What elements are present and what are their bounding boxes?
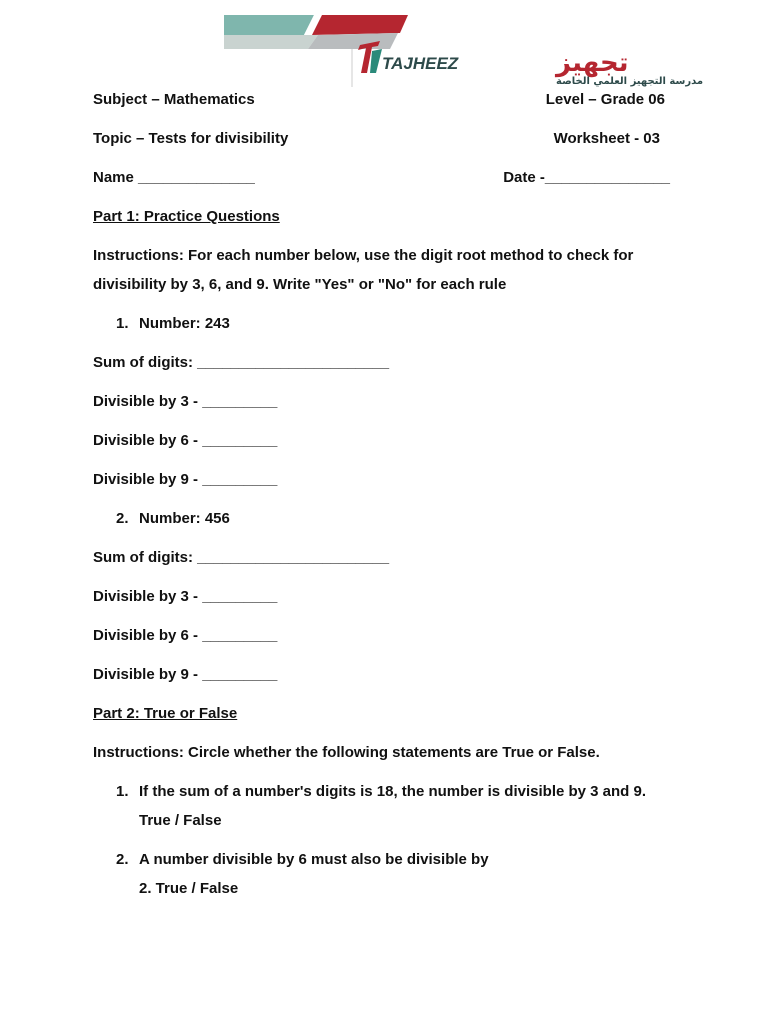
name-field[interactable]: Name ______________ [93,169,255,186]
logo-light-band [308,33,398,49]
q1-sum-field[interactable]: Sum of digits: _______________________ [93,354,390,371]
date-field[interactable]: Date -_______________ [503,169,670,186]
part2-title: Part 2: True or False [93,705,238,722]
statement1-text: If the sum of a number's digits is 18, the number is divisible by 3 and 9. [139,783,647,800]
logo-red-band [312,15,408,35]
q2-div3-field[interactable]: Divisible by 3 - _________ [93,588,278,605]
q2-div9-field[interactable]: Divisible by 9 - _________ [93,666,278,683]
logo-arabic-name: تجهيز [556,48,629,78]
part1-title: Part 1: Practice Questions [93,208,280,225]
worksheet-label: Worksheet - 03 [553,130,660,147]
logo-gray-band [224,35,318,49]
q1-div3-field[interactable]: Divisible by 3 - _________ [93,393,278,410]
part2-instructions: Instructions: Circle whether the following statements are True or False. [93,744,600,761]
statement2-number: 2. [116,851,129,868]
q1-div6-field[interactable]: Divisible by 6 - _________ [93,432,278,449]
q2-label: Number: 456 [139,510,230,527]
topic-label: Topic – Tests for divisibility [93,130,289,147]
part1-instructions-line2: divisibility by 3, 6, and 9. Write "Yes" or "No" for each rule [93,276,507,293]
q1-div9-field[interactable]: Divisible by 9 - _________ [93,471,278,488]
statement1-true-false[interactable]: True / False [139,812,222,829]
statement2-true-false[interactable]: 2. True / False [139,880,239,897]
logo-arabic-subtitle: مدرسة التجهيز العلمي الخاصة [556,76,704,87]
statement2-text: A number divisible by 6 must also be divisible by [139,851,489,868]
level-label: Level – Grade 06 [545,91,665,108]
part1-instructions-line1: Instructions: For each number below, use the digit root method to check for [93,247,634,264]
q2-number: 2. [116,510,129,527]
tajheez-logo [222,13,704,87]
logo-teal-band [224,15,314,35]
q1-number: 1. [116,315,129,332]
q2-div6-field[interactable]: Divisible by 6 - _________ [93,627,278,644]
q1-label: Number: 243 [139,315,230,332]
subject-label: Subject – Mathematics [93,91,255,108]
logo-latin-text: TAJHEEZ [382,54,459,73]
q2-sum-field[interactable]: Sum of digits: _______________________ [93,549,390,566]
statement1-number: 1. [116,783,129,800]
